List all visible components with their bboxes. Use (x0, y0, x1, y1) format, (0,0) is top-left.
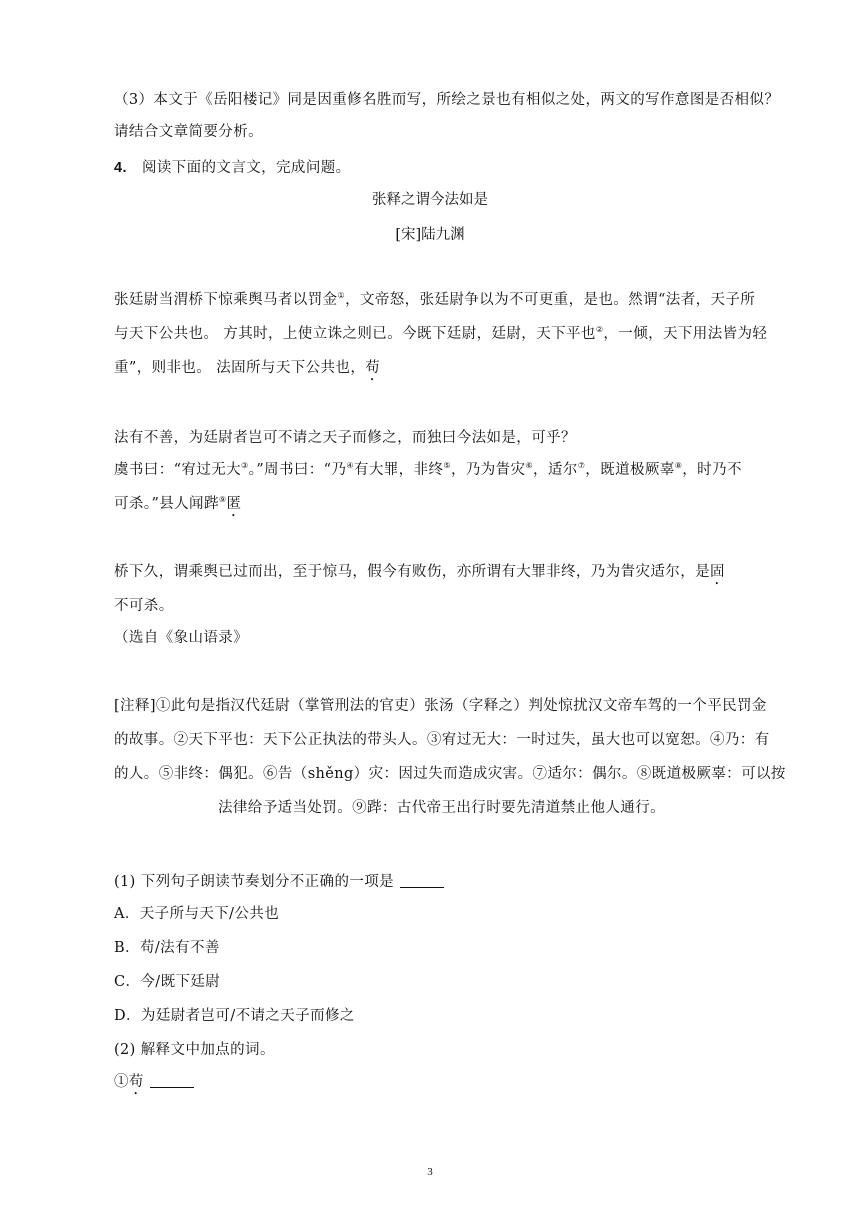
text-run: 重”，则非也。 法固所与天下公共也， (114, 360, 366, 376)
text-run: ，时乃不 (682, 462, 742, 478)
question-number: 4. (114, 160, 127, 176)
footnote-marker: ② (595, 325, 604, 334)
option-d: D．为廷尉者岂可/不请之天子而修之 (114, 1008, 355, 1024)
emphasized-word: 匿 (226, 496, 242, 512)
footnote-marker: ④ (346, 461, 354, 470)
page-number: 3 (427, 1166, 433, 1178)
footnote-marker: ⑨ (218, 495, 227, 504)
passage-title: 张释之谓今法如是 (372, 192, 488, 208)
text-run: 有大罪，非终 (353, 462, 444, 478)
text-run: 张廷尉当渭桥下惊乘舆马者以罚金 (114, 292, 338, 308)
passage-line (114, 290, 755, 310)
text-run: 虞书曰：“宥过无大 (114, 462, 242, 478)
passage-line: 不可杀。 (114, 598, 174, 614)
text-run: 。”周书曰：“乃 (248, 462, 347, 478)
passage-line (114, 460, 742, 480)
passage-line (114, 494, 241, 520)
text-run: ，既道极厥辜 (585, 462, 675, 478)
text-run: ，一倾，天下用法皆为轻 (603, 326, 768, 342)
subquestion-text: (1) 下列句子朗读节奏划分不正确的一项是 (114, 874, 395, 890)
footnote-marker: ⑦ (577, 461, 586, 470)
annotation-line: 的故事。②天下平也：天下公正执法的带头人。③宥过无大：一时过失，虽大也可以宽恕。④乃：有 (114, 732, 770, 748)
passage-line (114, 358, 380, 384)
annotation-line: 的人。⑤非终：偶犯。⑥告（shěng）灾：因过失而造成灾害。⑦适尔：偶尔。⑧既道极厥辜：可以按 (114, 766, 786, 782)
answer-blank[interactable] (400, 873, 444, 888)
passage-line (114, 562, 725, 588)
annotation-line: 法律给予适当处罚。⑨跸：古代帝王出行时要先清道禁止他人通行。 (218, 800, 665, 816)
passage-line: 法有不善，为廷尉者岂可不请之天子而修之，而独曰今法如是，可乎？ (114, 430, 576, 446)
text-run: ，文帝怒，张廷尉争以为不可更重，是也。然谓“法者，天子所 (345, 292, 756, 308)
passage-line (114, 324, 767, 344)
subquestion-2: (2) 解释文中加点的词。 (114, 1042, 275, 1058)
text-run: 与天下公共也。 方其时，上使立诛之则已。今既下廷尉，廷尉，天下平也 (114, 326, 596, 342)
footnote-marker: ③ (241, 461, 249, 470)
emphasized-word: 苟 (128, 1074, 144, 1090)
footnote-marker: ⑤ (443, 461, 451, 470)
emphasized-word: 固 (710, 564, 725, 580)
question-instruction: 阅读下面的文言文，完成问题。 (141, 160, 351, 176)
footnote-marker: ⑧ (674, 461, 683, 470)
item-number: ① (114, 1074, 129, 1090)
footnote-marker: ① (337, 291, 346, 300)
passage-source: （选自《象山语录》 (114, 630, 249, 646)
prev-question-line: 请结合文章简要分析。 (114, 124, 263, 140)
text-run: 桥下久，谓乘舆已过而出，至于惊马，假今有败伤，亦所谓有大罪非终，乃为眚灾适尔，是 (114, 564, 710, 580)
passage-author: [宋]陆九渊 (395, 227, 465, 243)
emphasized-word: 苟 (365, 360, 381, 376)
prev-question-line: （3）本文于《岳阳楼记》同是因重修名胜而写，所绘之景也有相似之处，两文的写作意图是否相似？ (114, 92, 780, 108)
option-b: B．苟/法有不善 (114, 940, 220, 956)
footnote-marker: ⑥ (525, 461, 534, 470)
option-a: A．天子所与天下/公共也 (114, 906, 280, 922)
question-4-heading (114, 158, 351, 178)
answer-blank[interactable] (150, 1073, 194, 1088)
option-c: C．今/既下廷尉 (114, 974, 221, 990)
annotation-line: [注释]①此句是指汉代廷尉（掌管刑法的官吏）张汤（字释之）判处惊扰汉文帝车驾的一个平民罚金 (114, 698, 767, 714)
text-run: ，乃为眚灾 (450, 462, 526, 478)
subquestion-2-item-1 (114, 1072, 194, 1098)
text-run: 可杀。”县人闻跸 (114, 496, 219, 512)
subquestion-1 (114, 872, 444, 892)
text-run: ，适尔 (533, 462, 578, 478)
